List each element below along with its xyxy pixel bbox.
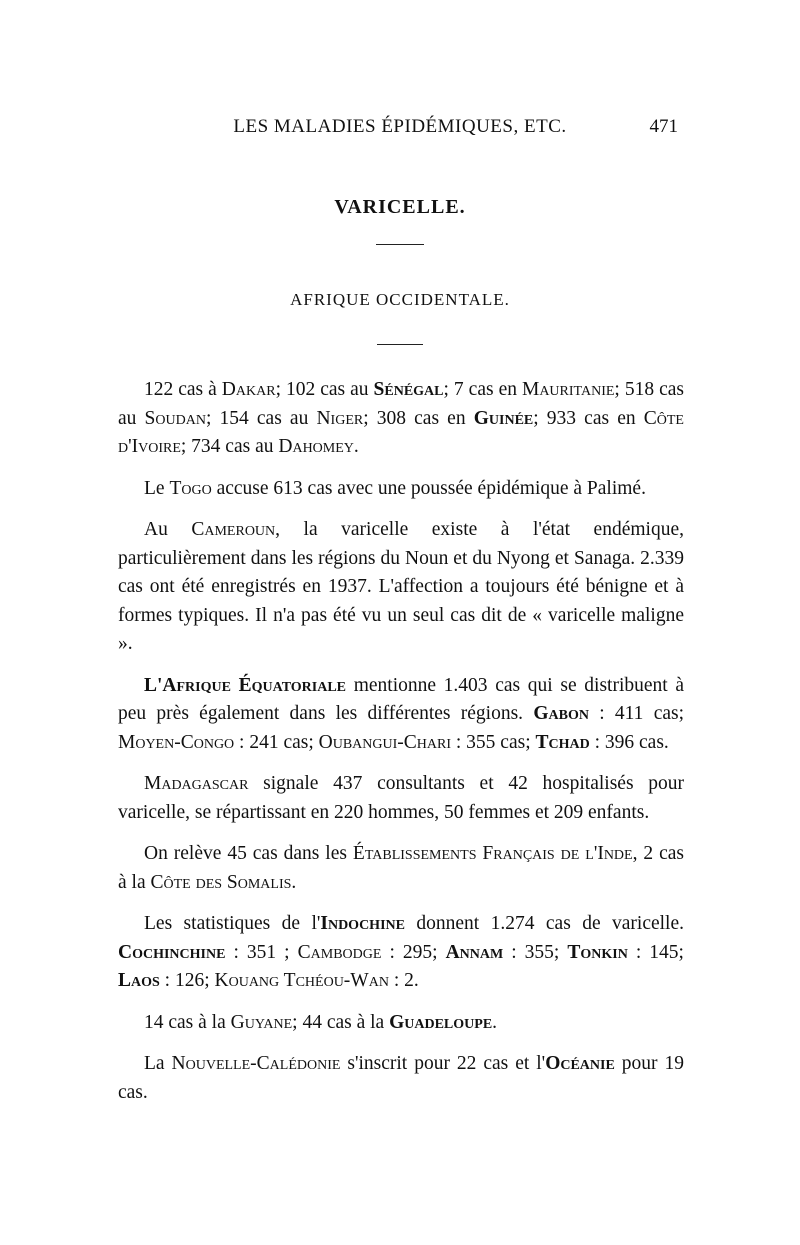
section-rule — [377, 344, 423, 345]
place-name: Niger — [316, 407, 364, 429]
place-name: Gabon — [533, 703, 589, 724]
section-title: AFRIQUE OCCIDENTALE. — [290, 290, 510, 309]
place-name: Cochinchine — [118, 941, 226, 963]
place-name: Dahomey — [278, 436, 354, 457]
text: ; 933 cas en — [533, 407, 644, 429]
place-name: L'Afrique Équatoriale — [144, 674, 347, 696]
text: ; 734 cas au — [180, 436, 279, 457]
text: Le — [144, 477, 170, 499]
text: . — [353, 436, 359, 457]
text: , la varicelle existe à l'état endémique, particulièrement dans les régions du Noun et du Nyong et Sanaga. 2.339 cas ont été enregistrés en 1937. L'affection a toujours été bénigne et à formes typiques. Il n'a pas été vu un seul cas dit de « varicelle maligne ». — [118, 519, 684, 654]
title-rule — [376, 244, 424, 245]
place-name: Dakar — [221, 379, 276, 400]
paragraph-cameroun — [118, 516, 684, 659]
text: s'inscrit pour 22 cas et l' — [340, 1053, 546, 1074]
place-name: Moyen-Congo — [118, 731, 235, 753]
place-name: Indochine — [320, 913, 405, 934]
place-name: Cambodge — [297, 941, 382, 963]
place-name: Oubangui-Chari — [318, 731, 452, 753]
text: ; 154 cas au — [205, 407, 317, 429]
body-text — [118, 376, 684, 1120]
text: . — [492, 1011, 498, 1033]
place-name: Sénégal — [373, 379, 444, 400]
text: accuse 613 cas avec une poussée épidémique à Palimé. — [211, 477, 646, 499]
text: ; 518 cas au — [118, 379, 684, 429]
text: La — [144, 1053, 172, 1074]
paragraph-antilles — [118, 1009, 684, 1038]
text: , 2 cas à la — [118, 843, 684, 893]
chapter-title: VARICELLE. — [334, 196, 466, 218]
place-name: Guyane — [230, 1011, 293, 1033]
paragraph-togo — [118, 475, 684, 504]
place-name: Guinée — [473, 407, 534, 429]
text: . — [291, 871, 297, 893]
paragraph-pacifique — [118, 1050, 684, 1107]
text: On relève 45 cas dans les — [144, 843, 353, 864]
paragraph-indochine — [118, 910, 684, 996]
text: ; 7 cas en — [443, 379, 522, 400]
place-name: Soudan — [144, 407, 206, 429]
paragraph-madagascar — [118, 770, 684, 827]
place-name: Kouang Tchéou-Wan — [214, 970, 389, 991]
place-name: Océanie — [545, 1053, 615, 1074]
place-name: Côte des Somalis — [150, 871, 292, 893]
text: : 355 cas; — [451, 731, 536, 753]
text: ; 44 cas à la — [292, 1011, 390, 1033]
text: : 295; — [381, 941, 446, 963]
text: signale 437 consultants et 42 hospitalisés pour varicelle, se répartissant en 220 hommes, 50 femmes et 209 enfants. — [118, 773, 684, 823]
place-name: Établissements Français de l'Inde — [352, 843, 633, 864]
text: Au — [144, 519, 192, 540]
text: : 351 ; — [225, 941, 298, 963]
place-name: Tchad — [535, 731, 590, 753]
text: donnent 1.274 cas de varicelle. — [404, 913, 684, 934]
text: ; 308 cas en — [363, 407, 474, 429]
text: pour 19 cas. — [118, 1053, 684, 1103]
text: : 241 cas; — [234, 731, 319, 753]
text: : 396 cas. — [589, 731, 669, 753]
text: mentionne 1.403 cas qui se distribuent à peu près également dans les différentes régions. — [118, 674, 685, 724]
text: : 411 cas; — [588, 703, 685, 724]
text: : 126; — [159, 970, 215, 991]
text: 14 cas à la — [144, 1011, 231, 1033]
place-name: Laos — [118, 970, 160, 991]
text: : 145; — [627, 941, 684, 963]
text: Les statistiques de l' — [144, 913, 321, 934]
paragraph-inde-somalis — [118, 840, 684, 897]
place-name: Tonkin — [567, 941, 628, 963]
place-name: Annam — [445, 941, 504, 963]
running-title: LES MALADIES ÉPIDÉMIQUES, ETC. — [233, 116, 567, 137]
text: 122 cas à — [144, 379, 222, 400]
place-name: Côte d'Ivoire — [118, 407, 684, 457]
place-name: Mauritanie — [521, 379, 615, 400]
place-name: Madagascar — [144, 773, 249, 794]
place-name: Guadeloupe — [389, 1011, 493, 1033]
paragraph-afrique-occidentale — [118, 376, 684, 462]
place-name: Nouvelle-Calédonie — [171, 1053, 341, 1074]
paragraph-aef — [118, 672, 684, 758]
place-name: Cameroun — [191, 519, 276, 540]
text: : 355; — [503, 941, 568, 963]
page-header — [0, 116, 800, 146]
place-name: Togo — [169, 477, 212, 499]
page-number: 471 — [649, 116, 678, 137]
text: : 2. — [388, 970, 419, 991]
text: ; 102 cas au — [275, 379, 374, 400]
